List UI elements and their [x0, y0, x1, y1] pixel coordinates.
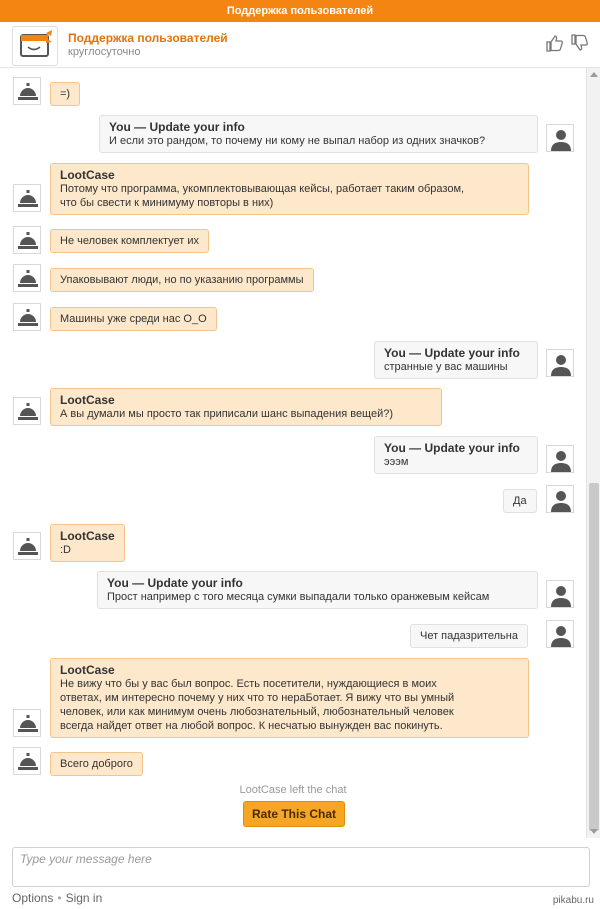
- message-sender: LootCase: [60, 663, 115, 677]
- thumbs-down-icon[interactable]: [569, 33, 589, 53]
- message-sender: You — Update your info: [107, 576, 243, 590]
- visitor-avatar-icon: [546, 620, 574, 648]
- visitor-message: [374, 341, 538, 379]
- message-text: Машины уже среди нас О_О: [60, 313, 207, 325]
- operator-message: [50, 229, 209, 253]
- operator-bell-icon: [13, 303, 41, 331]
- operator-message: [50, 163, 529, 215]
- visitor-message: [410, 624, 528, 648]
- scroll-up-icon[interactable]: [590, 72, 598, 77]
- header-title: Поддержка пользователей: [68, 31, 228, 45]
- message-sender: You — Update your info: [384, 441, 520, 455]
- message-text: Не вижу что бы у вас был вопрос. Есть посетители, нуждающиеся в моих ответах, им интересно почему у них что то нераБотает. Я вижу что вы умный человек, или как минимум очень любознательный, любознательный человек всегда найдет ответ на любой вопрос. К несчатью вынужден вас покинуть.: [60, 678, 455, 732]
- operator-bell-icon: [13, 532, 41, 560]
- chat-transcript[interactable]: [0, 68, 586, 838]
- operator-bell-icon: [13, 184, 41, 212]
- message-text: эээм: [384, 456, 409, 468]
- message-input[interactable]: [13, 848, 589, 886]
- operator-bell-icon: [13, 397, 41, 425]
- operator-message: [50, 658, 529, 738]
- message-text: Чет падазрительна: [420, 630, 518, 642]
- message-text: :D: [60, 544, 71, 556]
- operator-bell-icon: [13, 747, 41, 775]
- visitor-avatar-icon: [546, 580, 574, 608]
- operator-message: [50, 268, 314, 292]
- header-subtitle: круглосуточно: [68, 46, 141, 58]
- chat-scrollbar[interactable]: [586, 68, 600, 838]
- watermark: pikabu.ru: [552, 895, 594, 906]
- message-composer[interactable]: [12, 847, 590, 887]
- scroll-down-icon[interactable]: [590, 829, 598, 834]
- visitor-avatar-icon: [546, 124, 574, 152]
- operator-bell-icon: [13, 77, 41, 105]
- message-text: Упаковывают люди, но по указанию программы: [60, 274, 304, 286]
- visitor-avatar-icon: [546, 445, 574, 473]
- options-link[interactable]: Options: [12, 891, 54, 905]
- message-text: Потому что программа, укомплектовывающая кейсы, работает таким образом, что бы свести к минимуму повторы в них): [60, 183, 465, 209]
- operator-message: [50, 752, 143, 776]
- rate-chat-button[interactable]: Rate This Chat: [243, 801, 345, 827]
- scrollbar-thumb[interactable]: [589, 483, 599, 831]
- visitor-message: [374, 436, 538, 474]
- chest-icon: [12, 26, 58, 66]
- visitor-message: [503, 489, 537, 513]
- chat-footer: [12, 891, 102, 905]
- operator-message: [50, 82, 80, 106]
- sign-in-link[interactable]: Sign in: [65, 891, 103, 905]
- visitor-avatar-icon: [546, 349, 574, 377]
- window-title-bar: [0, 0, 600, 22]
- chat-header: [0, 22, 600, 68]
- operator-message: [50, 524, 125, 562]
- message-sender: You — Update your info: [109, 120, 245, 134]
- window-title: Поддержка пользователей: [226, 5, 374, 17]
- message-sender: LootCase: [60, 168, 115, 182]
- message-sender: You — Update your info: [384, 346, 520, 360]
- message-sender: LootCase: [60, 393, 115, 407]
- footer-separator: •: [57, 891, 62, 905]
- message-text: Да: [513, 495, 527, 507]
- operator-bell-icon: [13, 226, 41, 254]
- message-text: И если это рандом, то почему ни кому не выпал набор из одних значков?: [109, 135, 486, 147]
- operator-message: [50, 388, 442, 426]
- chat-status: LootCase left the chat: [239, 784, 347, 796]
- operator-bell-icon: [13, 264, 41, 292]
- message-text: странные у вас машины: [384, 361, 508, 373]
- message-text: Не человек комплектует их: [60, 235, 200, 247]
- message-text: =): [60, 88, 71, 100]
- message-text: А вы думали мы просто так приписали шанс выпадения вещей?): [60, 408, 394, 420]
- visitor-message: [99, 115, 538, 153]
- operator-bell-icon: [13, 709, 41, 737]
- visitor-avatar-icon: [546, 485, 574, 513]
- message-text: Прост например с того месяца сумки выпадали только оранжевым кейсам: [107, 591, 490, 603]
- thumbs-up-icon[interactable]: [544, 33, 564, 53]
- operator-message: [50, 307, 217, 331]
- message-text: Всего доброго: [60, 758, 133, 770]
- message-sender: LootCase: [60, 529, 115, 543]
- visitor-message: [97, 571, 538, 609]
